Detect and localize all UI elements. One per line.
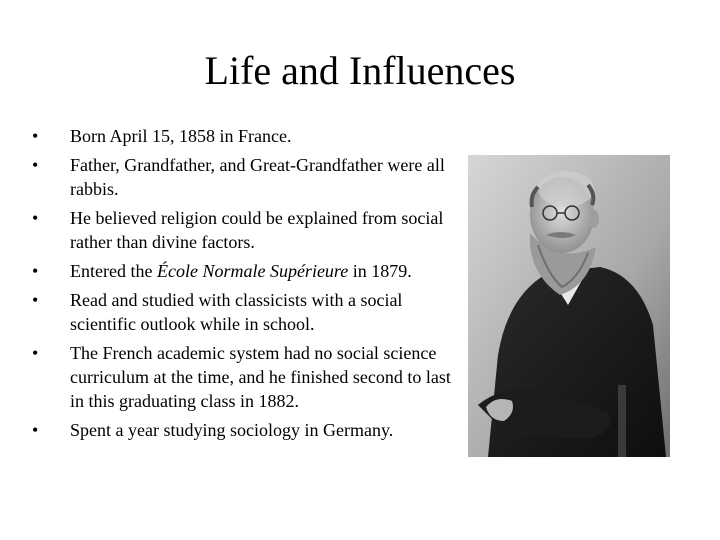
bullet-text: in 1879.: [348, 261, 412, 281]
bullet-item: [32, 153, 452, 201]
bullet-text: Read and studied with classicists with a social scientific outlook while in school.: [70, 290, 403, 334]
bullet-text-italic: École Normale Supérieure: [156, 261, 349, 281]
bullet-text: Entered the: [70, 261, 157, 281]
slide-title: Life and Influences: [204, 48, 516, 93]
bullet-item: [32, 124, 452, 148]
bullet-marker: •: [32, 420, 39, 440]
bullet-text: Spent a year studying sociology in Germany.: [70, 420, 394, 440]
bullet-marker: •: [32, 155, 39, 175]
bullet-item: [32, 206, 452, 254]
bullet-marker: •: [32, 208, 39, 228]
bullet-marker: •: [32, 261, 39, 281]
portrait-image: [468, 155, 670, 457]
bullet-item: [32, 288, 452, 336]
bullet-text: He believed religion could be explained from social rather than divine factors.: [70, 208, 444, 252]
bullet-item: [32, 341, 452, 413]
bullet-item: [32, 259, 452, 283]
bullet-marker: •: [32, 290, 39, 310]
bullet-text: The French academic system had no social science curriculum at the time, and he finished second to last in this graduating class in 1882.: [70, 343, 451, 411]
bullet-item: [32, 418, 452, 442]
bullet-marker: •: [32, 126, 39, 146]
bullet-text: Father, Grandfather, and Great-Grandfather were all rabbis.: [70, 155, 445, 199]
portrait-photo: [468, 155, 670, 457]
bullet-list: [32, 124, 452, 447]
bullet-marker: •: [32, 343, 39, 363]
bullet-text: Born April 15, 1858 in France.: [70, 126, 292, 146]
